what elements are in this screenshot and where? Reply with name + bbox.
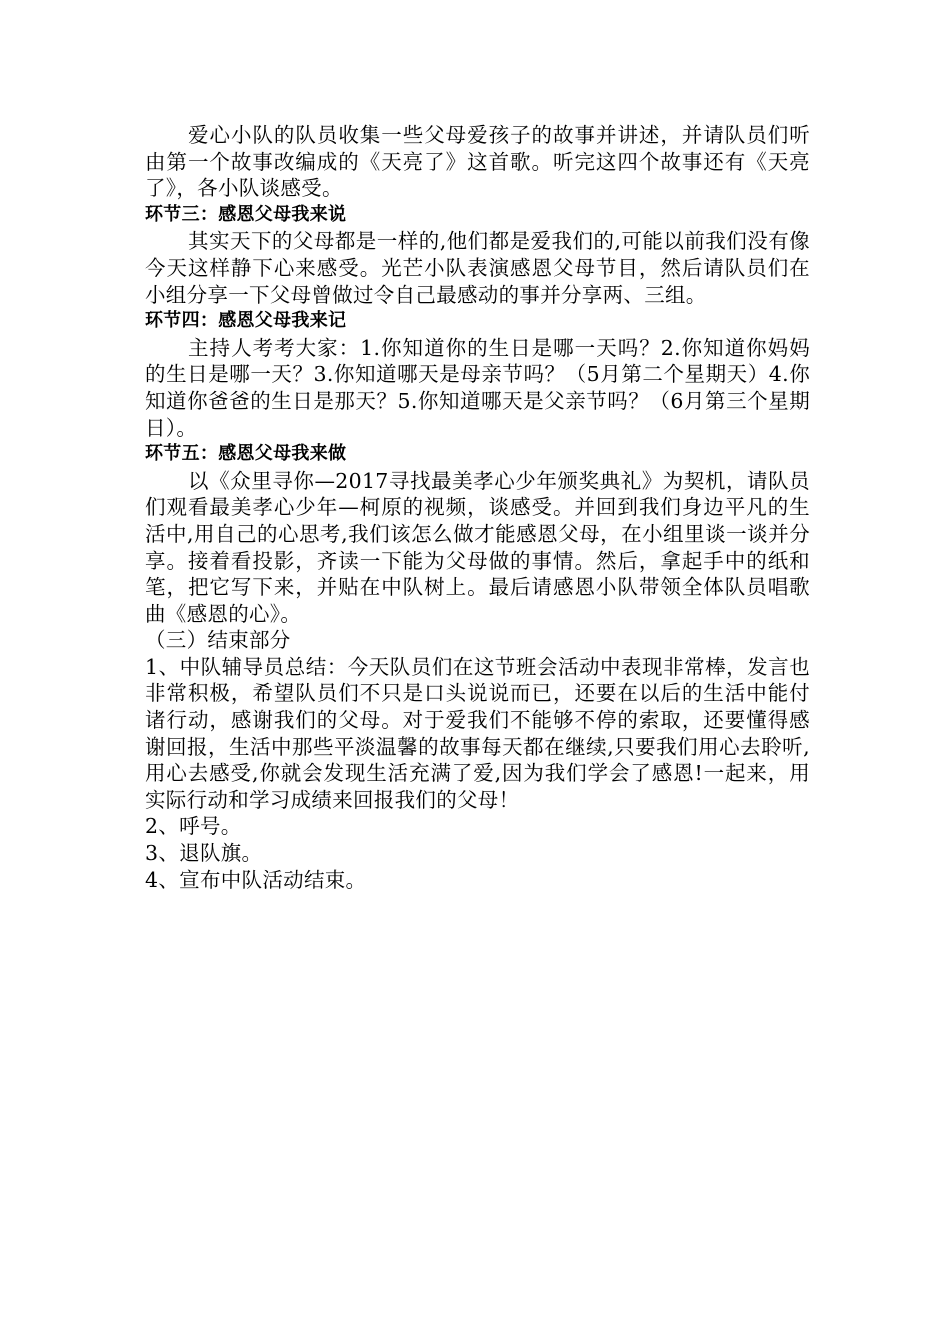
paragraph-story-sharing: 爱心小队的队员收集一些父母爱孩子的故事并讲述，并请队员们听由第一个故事改编成的《天亮了》这首歌。听完这四个故事还有《天亮了》，各小队谈感受。 bbox=[145, 123, 810, 201]
closing-item-slogan: 2、呼号。 bbox=[145, 814, 242, 839]
document-page bbox=[145, 122, 810, 893]
section-3-heading: 环节三：感恩父母我来说 bbox=[145, 203, 347, 225]
paragraph-gratitude-do: 以《众里寻你—2017寻找最美孝心少年颁奖典礼》为契机，请队员们观看最美孝心少年—柯原的视频，谈感受。并回到我们身边平凡的生活中,用自己的心思考,我们该怎么做才能感恩父母，在小组里谈一谈并分享。接着看投影，齐读一下能为父母做的事情。然后，拿起手中的纸和笔，把它写下来，并贴在中队树上。最后请感恩小队带领全体队员唱歌曲《感恩的心》。 bbox=[145, 468, 810, 626]
closing-item-flag: 3、退队旗。 bbox=[145, 841, 263, 866]
section-4-heading: 环节四：感恩父母我来记 bbox=[145, 310, 347, 332]
closing-item-end: 4、宣布中队活动结束。 bbox=[145, 867, 367, 892]
closing-heading: （三）结束部分 bbox=[145, 628, 291, 653]
paragraph-quiz: 主持人考考大家：1.你知道你的生日是哪一天吗？2.你知道你妈妈的生日是哪一天？3.你知道哪天是母亲节吗？（5月第二个星期天）4.你知道你爸爸的生日是那天？5.你知道哪天是父亲节吗？（6月第三个星期日）。 bbox=[145, 335, 810, 440]
closing-item-summary: 1、中队辅导员总结：今天队员们在这节班会活动中表现非常棒，发言也非常积极，希望队员们不只是口头说说而已，还要在以后的生活中能付诸行动，感谢我们的父母。对于爱我们不能够不停的索取，还要懂得感谢回报，生活中那些平淡温馨的故事每天都在继续,只要我们用心去聆听,用心去感受,你就会发现生活充满了爱,因为我们学会了感恩!一起来，用实际行动和学习成绩来回报我们的父母！ bbox=[145, 654, 810, 812]
section-5-heading: 环节五：感恩父母我来做 bbox=[145, 443, 347, 465]
paragraph-gratitude-say: 其实天下的父母都是一样的,他们都是爱我们的,可能以前我们没有像今天这样静下心来感受。光芒小队表演感恩父母节目，然后请队员们在小组分享一下父母曾做过令自己最感动的事并分享两、三组。 bbox=[145, 229, 810, 307]
